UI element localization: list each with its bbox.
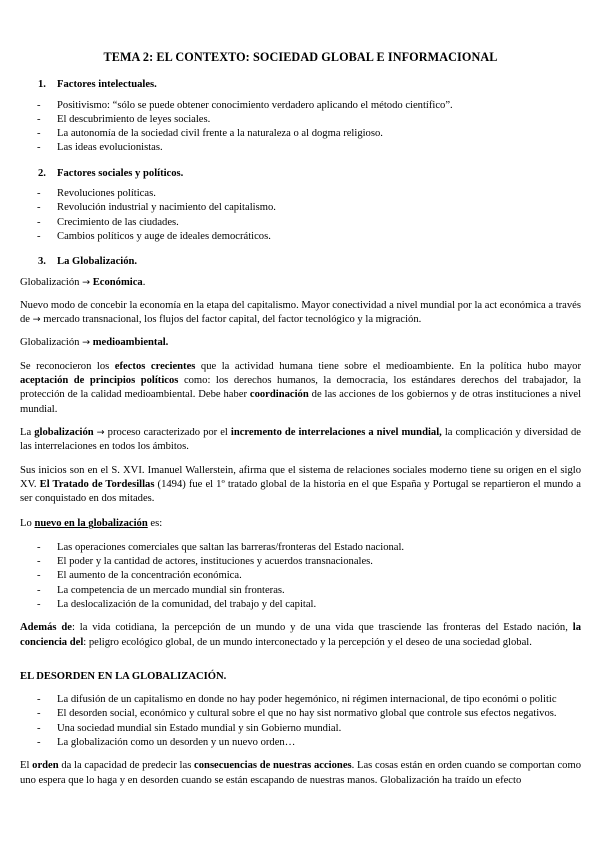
list-item: - Las operaciones comerciales que saltan las barreras/fronteras del Estado nacional.: [20, 541, 581, 555]
section-heading-text: Factores sociales y políticos.: [57, 167, 184, 179]
orden-paragraph: El orden da la capacidad de predecir las consecuencias de nuestras acciones. Las cosas están en orden cuando se comportan como uno espera que lo haga y en desorden cuando se están escapando de nuestras manos. Globalización ha traído un efecto: [20, 760, 582, 786]
section-heading-sociales: [20, 167, 581, 181]
document-title: TEMA 2: EL CONTEXTO: SOCIEDAD GLOBAL E INFORMACIONAL: [103, 50, 498, 64]
list-item: - Crecimiento de las ciudades.: [20, 216, 581, 230]
desorden-list: [20, 693, 581, 750]
list-item: - El poder y la cantidad de actores, instituciones y acuerdos transnacionales.: [20, 555, 581, 569]
arrow-icon: →: [82, 276, 91, 288]
list-item: - Revolución industrial y nacimiento del capitalismo.: [20, 201, 581, 215]
section-heading-globalizacion: [20, 255, 581, 269]
section-heading-text: Factores intelectuales.: [57, 79, 157, 91]
list-item: - La globalización como un desorden y un nuevo orden…: [20, 736, 581, 750]
arrow-icon: →: [82, 337, 91, 349]
ademas-paragraph: Además de: la vida cotidiana, la percepción de un mundo y de una vida que trasciende las fronteras del Estado nación, la conciencia del: peligro ecológico global, de un mundo interconectado y la percepción y el deseo de una sociedad global.: [20, 622, 582, 648]
list-item: - Una sociedad mundial sin Estado mundial y sin Gobierno mundial.: [20, 722, 581, 736]
sociales-list: [20, 187, 581, 244]
intelectuales-list: [20, 99, 581, 156]
section-heading-text: La Globalización.: [57, 256, 138, 268]
history-paragraph: Sus inicios son en el S. XVI. Imanuel Wallerstein, afirma que el sistema de relaciones sociales moderno tiene su origen en el siglo XV. El Tratado de Tordesillas (1494) fue el 1º tratado global de la historia en el que España y Portugal se repartieron el mundo a ser conquistado en dos mitades.: [20, 464, 581, 505]
definition-paragraph: La globalización → proceso caracterizado por el incremento de interrelaciones a nivel mundial, la complicación y diversidad de las interrelaciones en todos los ámbitos.: [20, 426, 581, 453]
globalizacion-economica-label: Globalización → Económica.: [20, 276, 146, 288]
list-item: - La difusión de un capitalismo en donde no hay poder hegemónico, ni régimen internacional, de tipo económi o politic: [20, 693, 581, 707]
list-item: - El descubrimiento de leyes sociales.: [20, 113, 581, 127]
list-item: - La autonomía de la sociedad civil frente a la naturaleza o al dogma religioso.: [20, 127, 581, 141]
list-item: - La deslocalización de la comunidad, del trabajo y del capital.: [20, 598, 581, 612]
list-item: - Revoluciones políticas.: [20, 187, 581, 201]
list-item: - Cambios políticos y auge de ideales democráticos.: [20, 230, 581, 244]
economica-paragraph: Nuevo modo de concebir la economía en la etapa del capitalismo. Mayor conectividad a nivel mundial por la act económica a través de → mercado transnacional, los flujos del factor capital, del factor tecnológico y la migración.: [20, 299, 581, 326]
arrow-icon: →: [32, 314, 41, 326]
section-number: 3.: [38, 256, 46, 268]
list-item: - El desorden social, económico y cultural sobre el que no hay sist normativo global que controle sus efectos negativos.: [20, 707, 581, 721]
list-item: - El aumento de la concentración económica.: [20, 569, 581, 583]
nuevo-list: [20, 541, 581, 612]
section-number: 1.: [38, 79, 46, 91]
section-number: 2.: [38, 167, 46, 179]
document-page: [20, 50, 581, 788]
list-item: - Positivismo: “sólo se puede obtener conocimiento verdadero aplicando el método científico”.: [20, 99, 581, 113]
globalizacion-medioambiental-label: Globalización → medioambiental.: [20, 337, 169, 349]
nuevo-globalizacion-intro: Lo nuevo en la globalización es:: [20, 518, 163, 530]
section-heading-intelectuales: [20, 78, 581, 92]
medioambiental-paragraph: Se reconocieron los efectos crecientes que la actividad humana tiene sobre el medioambiente. En la política hubo mayor aceptación de principios políticos como: los derechos humanos, la democracia, los estándares derechos del trabajador, la protección de la calidad medioambiental. Debe haber coordinación de las acciones de los gobiernos y de otras instituciones a nivel mundial.: [20, 360, 582, 415]
desorden-heading: EL DESORDEN EN LA GLOBALIZACIÓN.: [20, 670, 227, 682]
list-item: - La competencia de un mercado mundial sin fronteras.: [20, 584, 581, 598]
list-item: - Las ideas evolucionistas.: [20, 141, 581, 155]
arrow-icon: →: [96, 426, 105, 438]
